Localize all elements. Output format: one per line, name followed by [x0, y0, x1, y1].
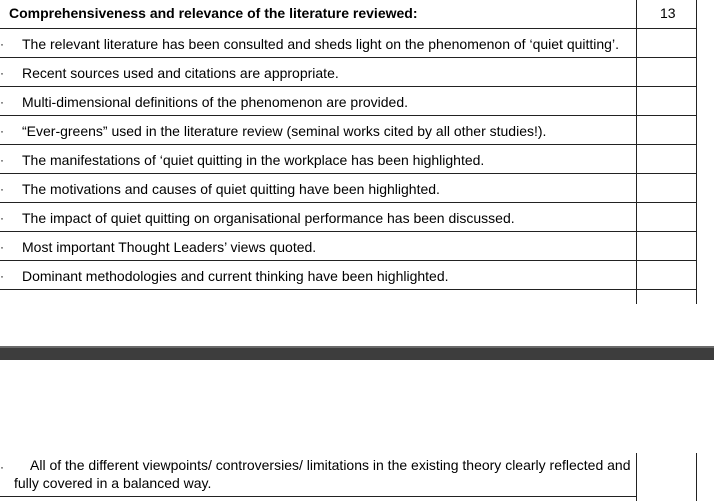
- criterion-text: Recent sources used and citations are appropriate.: [22, 65, 339, 81]
- bullet-icon: ·: [0, 211, 4, 225]
- bullet-icon: ·: [0, 124, 4, 138]
- rubric-heading-row: [0, 0, 697, 29]
- criterion-row: [0, 261, 697, 290]
- criterion-row: [0, 232, 697, 261]
- bullet-icon: ·: [0, 460, 4, 474]
- criterion-text: The impact of quiet quitting on organisational performance has been discussed.: [22, 210, 515, 226]
- bullet-icon: ·: [0, 95, 4, 109]
- criterion-text: The motivations and causes of quiet quitting have been highlighted.: [22, 181, 440, 197]
- column-divider: [636, 0, 637, 304]
- table-right-border: [696, 453, 697, 501]
- table-right-border: [696, 0, 697, 304]
- criterion-row: [0, 174, 697, 203]
- criterion-row: [0, 116, 697, 145]
- criterion-row: [0, 203, 697, 232]
- page-break-bar: [0, 346, 714, 360]
- criterion-text: All of the different viewpoints/ controversies/ limitations in the existing theory clearly reflected and fully covered in a balanced way.: [14, 457, 631, 491]
- bullet-icon: ·: [0, 66, 4, 80]
- criterion-text: The relevant literature has been consulted and sheds light on the phenomenon of ‘quiet quitting’.: [22, 36, 619, 52]
- bullet-icon: ·: [0, 240, 4, 254]
- bullet-icon: ·: [0, 153, 4, 167]
- criterion-row: [0, 29, 697, 58]
- document-page-bottom: [0, 360, 714, 501]
- criterion-text: Dominant methodologies and current thinking have been highlighted.: [22, 268, 449, 284]
- criterion-row: [0, 145, 697, 174]
- criterion-text: “Ever-greens” used in the literature review (seminal works cited by all other studies!).: [22, 123, 547, 139]
- column-divider: [636, 453, 637, 501]
- bullet-icon: ·: [0, 182, 4, 196]
- criterion-text: Most important Thought Leaders’ views quoted.: [22, 239, 317, 255]
- criterion-row: [0, 453, 637, 497]
- criterion-row: [0, 58, 697, 87]
- bullet-icon: ·: [0, 37, 4, 51]
- rubric-heading: Comprehensiveness and relevance of the literature reviewed:: [9, 5, 418, 21]
- score-value: 13: [660, 5, 676, 21]
- bullet-icon: ·: [0, 269, 4, 283]
- criterion-text: The manifestations of ‘quiet quitting in the workplace has been highlighted.: [22, 152, 485, 168]
- page-break-shade: [0, 346, 714, 348]
- criterion-row: [0, 87, 697, 116]
- criterion-text: Multi-dimensional definitions of the phenomenon are provided.: [22, 94, 409, 110]
